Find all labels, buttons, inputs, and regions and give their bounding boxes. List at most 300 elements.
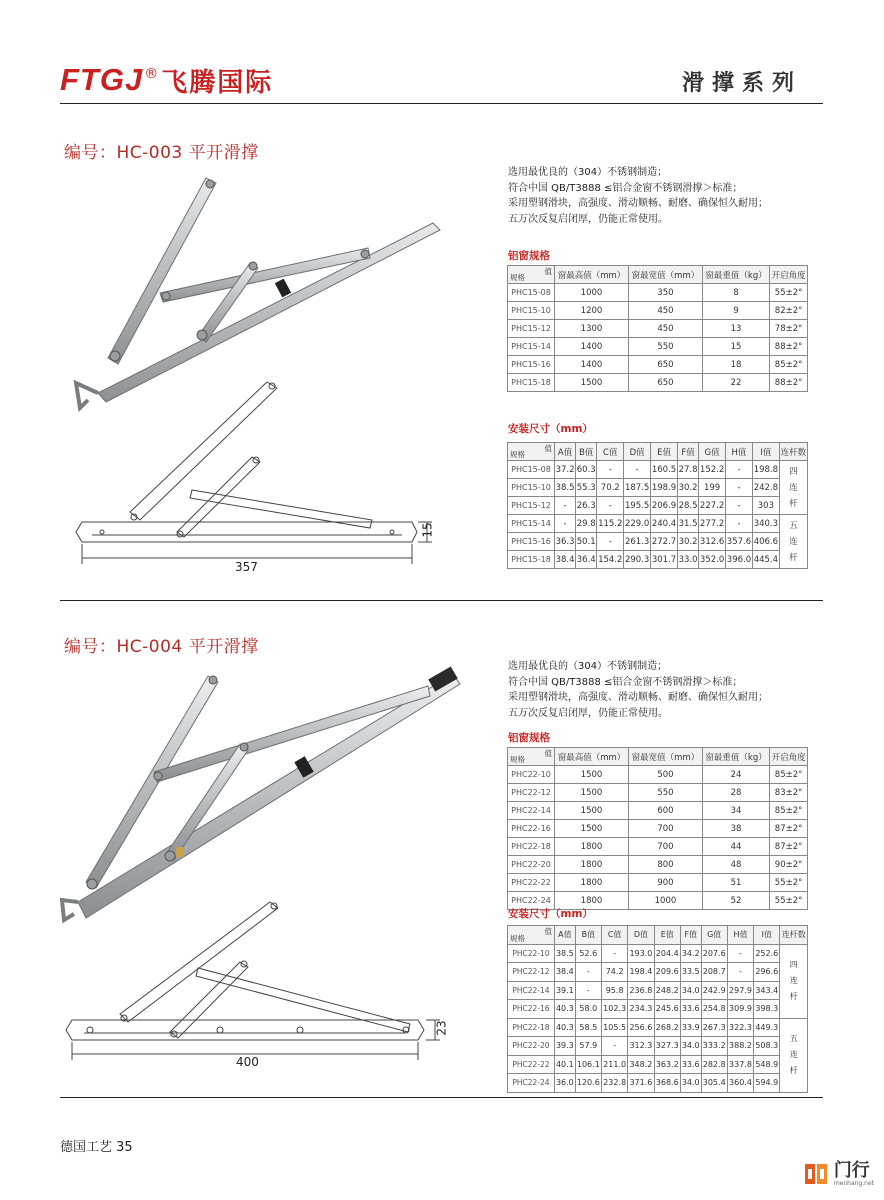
links-count-cell (779, 515, 807, 569)
table-cell: 240.4 (651, 515, 678, 533)
table-cell: 51 (702, 874, 769, 892)
table-cell: 267.3 (701, 1018, 727, 1037)
product-description (508, 165, 768, 227)
table-cell: - (726, 479, 753, 497)
table-cell: 36.3 (555, 533, 576, 551)
dimension-height: 23 (434, 1020, 449, 1036)
table-cell: 1200 (555, 302, 629, 320)
table-cell: 38.5 (555, 944, 576, 963)
table-cell: 34.0 (680, 1037, 701, 1056)
table-cell: 227.2 (699, 497, 726, 515)
table-cell: 88±2° (770, 374, 808, 392)
brand-cn: 飞腾国际 (161, 67, 274, 98)
table-cell: 352.0 (699, 551, 726, 569)
corner-value-label: 值 (544, 927, 552, 936)
model-cell: PHC22-18 (508, 1018, 555, 1037)
table-cell: 36.0 (555, 1074, 576, 1093)
table-cell: 368.6 (654, 1074, 680, 1093)
column-header: D值 (628, 926, 654, 945)
links-count-char: 连 (789, 536, 798, 547)
column-header: 窗最宽值（mm） (628, 748, 702, 766)
table-cell: 38 (702, 820, 769, 838)
table-cell: - (726, 461, 753, 479)
table-cell: 207.6 (701, 944, 727, 963)
links-count-char: 杆 (789, 552, 798, 563)
table-row (508, 820, 808, 838)
table-cell: 34 (702, 802, 769, 820)
product-title: 编号：HC-003 平开滑撑 (64, 143, 259, 163)
model-cell: PHC15-18 (508, 374, 555, 392)
table-cell: 1800 (555, 856, 629, 874)
table-cell: 232.8 (601, 1074, 627, 1093)
table-cell: - (597, 497, 624, 515)
table-row (508, 856, 808, 874)
column-header: 连杆数 (780, 926, 808, 945)
table-cell: 74.2 (601, 963, 627, 982)
brand-en: FTGJ (60, 62, 144, 97)
watermark-url: menhang.net (833, 1179, 874, 1187)
column-header: 窗最重值（kg） (702, 266, 769, 284)
table-row (508, 944, 808, 963)
window-spec-table (507, 747, 808, 910)
table-cell: - (575, 981, 601, 1000)
table-cell: 40.3 (555, 1000, 576, 1019)
table-cell: 700 (628, 838, 702, 856)
column-header: 开启角度 (770, 266, 808, 284)
table-cell: 282.8 (701, 1055, 727, 1074)
table-cell: 371.6 (628, 1074, 654, 1093)
links-count-char: 连 (789, 1050, 798, 1059)
watermark-text: 门行 (833, 1159, 870, 1181)
column-header: E值 (654, 926, 680, 945)
table-header-row (508, 443, 808, 461)
table-cell: 206.9 (651, 497, 678, 515)
table-cell: 449.3 (754, 1018, 780, 1037)
column-header: 窗最高值（mm） (555, 748, 629, 766)
description-line: 五万次反复启闭厚，仍能正常使用。 (508, 213, 668, 225)
table-cell: 40.1 (555, 1055, 576, 1074)
table-cell: 1500 (555, 766, 629, 784)
table-cell: 18 (702, 356, 769, 374)
table-cell: 31.5 (677, 515, 698, 533)
corner-cell (508, 443, 555, 461)
table-cell: 198.4 (628, 963, 654, 982)
install-body (508, 944, 808, 1092)
column-header: E值 (651, 443, 678, 461)
table-cell: 57.9 (575, 1037, 601, 1056)
table-cell: 1400 (555, 338, 629, 356)
table-cell: 309.9 (727, 1000, 753, 1019)
table-cell: 38.4 (555, 551, 576, 569)
table-cell: 337.8 (727, 1055, 753, 1074)
table-cell: - (726, 497, 753, 515)
registered-mark: ® (144, 66, 159, 82)
links-count-char: 四 (789, 466, 798, 477)
corner-value-label: 值 (544, 749, 552, 758)
watermark-logo-icon (803, 1160, 831, 1188)
table-cell: 38.5 (555, 479, 576, 497)
install-table (507, 442, 808, 569)
table-cell: 55±2° (770, 284, 808, 302)
table-cell: 34.0 (680, 981, 701, 1000)
description-line: 采用塑钢滑块，高强度、滑动顺畅、耐磨、确保恒久耐用； (508, 692, 768, 703)
table-cell: 254.8 (701, 1000, 727, 1019)
table-cell: 83±2° (770, 784, 808, 802)
corner-spec-label: 规格 (510, 273, 525, 282)
model-cell: PHC22-18 (508, 838, 555, 856)
table-cell: 1500 (555, 374, 629, 392)
table-cell: 256.6 (628, 1018, 654, 1037)
column-header: I值 (754, 926, 780, 945)
links-count-char: 连 (789, 976, 798, 985)
table-cell: 252.6 (754, 944, 780, 963)
table-row (508, 374, 808, 392)
table-cell: 333.2 (701, 1037, 727, 1056)
section-divider (60, 600, 823, 601)
column-header: B值 (575, 926, 601, 945)
table-cell: 229.0 (624, 515, 651, 533)
technical-drawing-hc004 (60, 892, 460, 1067)
table-cell: 594.9 (754, 1074, 780, 1093)
table-header-row (508, 266, 808, 284)
table-cell: 242.8 (752, 479, 779, 497)
table-cell: 357.6 (726, 533, 753, 551)
table-cell: 50.1 (576, 533, 597, 551)
table-cell: 26.3 (576, 497, 597, 515)
table-cell: 30.2 (677, 479, 698, 497)
table-cell: - (601, 1037, 627, 1056)
dimension-height: 15 (420, 522, 435, 538)
table-row (508, 963, 808, 982)
table-cell: 198.8 (752, 461, 779, 479)
table-cell: 211.0 (601, 1055, 627, 1074)
watermark (803, 1160, 874, 1188)
table-cell: 268.2 (654, 1018, 680, 1037)
table-cell: 28.5 (677, 497, 698, 515)
model-cell: PHC15-14 (508, 338, 555, 356)
model-cell: PHC15-16 (508, 356, 555, 374)
table-cell: 650 (628, 356, 702, 374)
column-header: G值 (701, 926, 727, 945)
table-cell: 204.4 (654, 944, 680, 963)
table-cell: 290.3 (624, 551, 651, 569)
table-cell: 37.2 (555, 461, 576, 479)
table-cell: 102.3 (601, 1000, 627, 1019)
model-cell: PHC22-16 (508, 820, 555, 838)
table-row (508, 479, 808, 497)
product-description (508, 659, 768, 721)
links-count-char: 杆 (789, 1066, 798, 1075)
model-cell: PHC22-12 (508, 784, 555, 802)
table-cell: 350 (628, 284, 702, 302)
table-cell: - (726, 515, 753, 533)
table-cell: 88±2° (770, 338, 808, 356)
table-cell: 1500 (555, 820, 629, 838)
column-header: 开启角度 (770, 748, 808, 766)
table-cell: 305.4 (701, 1074, 727, 1093)
technical-drawing-hc003 (72, 372, 452, 577)
table-cell: 78±2° (770, 320, 808, 338)
table-cell: 33.6 (680, 1055, 701, 1074)
table-cell: 34.0 (680, 1074, 701, 1093)
table-cell: 261.3 (624, 533, 651, 551)
table-cell: - (601, 944, 627, 963)
table-cell: 40.3 (555, 1018, 576, 1037)
links-count-cell (780, 944, 808, 1018)
model-cell: PHC22-14 (508, 802, 555, 820)
table-cell: 193.0 (628, 944, 654, 963)
table-cell: 9 (702, 302, 769, 320)
table-cell: 85±2° (770, 766, 808, 784)
corner-value-label: 值 (544, 444, 552, 453)
brand-logo (60, 62, 273, 98)
table-cell: 322.3 (727, 1018, 753, 1037)
table-row (508, 766, 808, 784)
model-cell: PHC22-20 (508, 1037, 555, 1056)
table-cell: 82±2° (770, 302, 808, 320)
model-cell: PHC15-08 (508, 284, 555, 302)
table-cell: 363.2 (654, 1055, 680, 1074)
window-spec-title: 铝窗规格 (508, 732, 550, 744)
table-cell: 70.2 (597, 479, 624, 497)
table-cell: 600 (628, 802, 702, 820)
links-count-char: 五 (789, 520, 798, 531)
column-header: 连杆数 (779, 443, 807, 461)
corner-spec-label: 规格 (510, 933, 525, 943)
model-cell: PHC15-10 (508, 479, 555, 497)
table-cell: 48 (702, 856, 769, 874)
table-cell: 28 (702, 784, 769, 802)
table-row (508, 533, 808, 551)
table-row (508, 284, 808, 302)
table-cell: 406.6 (752, 533, 779, 551)
table-cell: 209.6 (654, 963, 680, 982)
table-cell: 38.4 (555, 963, 576, 982)
corner-cell (508, 748, 555, 766)
table-cell: 105.5 (601, 1018, 627, 1037)
table-cell: 90±2° (770, 856, 808, 874)
corner-spec-label: 规格 (510, 450, 525, 459)
table-cell: - (624, 461, 651, 479)
dimension-length: 400 (236, 1055, 259, 1069)
table-cell: 33.0 (677, 551, 698, 569)
table-row (508, 338, 808, 356)
model-cell: PHC22-20 (508, 856, 555, 874)
table-cell: 39.3 (555, 1037, 576, 1056)
table-cell: 303 (752, 497, 779, 515)
table-row (508, 1074, 808, 1093)
table-cell: 1800 (555, 838, 629, 856)
column-header: A值 (555, 926, 576, 945)
table-cell: 508.3 (754, 1037, 780, 1056)
table-row (508, 461, 808, 479)
table-cell: 360.4 (727, 1074, 753, 1093)
header-divider (60, 103, 823, 104)
table-cell: 297.9 (727, 981, 753, 1000)
column-header: H值 (726, 443, 753, 461)
description-line: 选用最优良的（304）不锈钢制造； (508, 167, 668, 178)
column-header: F值 (680, 926, 701, 945)
model-cell: PHC22-22 (508, 874, 555, 892)
table-cell: 154.2 (597, 551, 624, 569)
table-cell: - (597, 533, 624, 551)
section-divider (60, 1097, 823, 1098)
model-cell: PHC22-24 (508, 1074, 555, 1093)
table-cell: 388.2 (727, 1037, 753, 1056)
table-cell: 87±2° (770, 820, 808, 838)
window-spec-body (508, 284, 808, 392)
table-cell: 450 (628, 302, 702, 320)
table-cell: 548.9 (754, 1055, 780, 1074)
table-cell: 242.9 (701, 981, 727, 1000)
table-cell: 198.9 (651, 479, 678, 497)
table-cell: 700 (628, 820, 702, 838)
table-cell: 550 (628, 784, 702, 802)
table-row (508, 1018, 808, 1037)
links-count-cell (780, 1018, 808, 1092)
table-cell: 15 (702, 338, 769, 356)
table-cell: 340.3 (752, 515, 779, 533)
table-cell: 87±2° (770, 838, 808, 856)
table-cell: - (727, 944, 753, 963)
table-cell: 106.1 (575, 1055, 601, 1074)
table-cell: 199 (699, 479, 726, 497)
product-title: 编号：HC-004 平开滑撑 (64, 637, 259, 657)
links-count-char: 连 (789, 482, 798, 493)
column-header: C值 (597, 443, 624, 461)
model-cell: PHC15-12 (508, 320, 555, 338)
corner-value-label: 值 (544, 267, 552, 276)
table-cell: 500 (628, 766, 702, 784)
table-cell: 8 (702, 284, 769, 302)
links-count-char: 杆 (789, 498, 798, 509)
table-cell: 301.7 (651, 551, 678, 569)
model-cell: PHC15-16 (508, 533, 555, 551)
table-cell: 27.8 (677, 461, 698, 479)
table-cell: 120.6 (575, 1074, 601, 1093)
description-line: 符合中国 QB/T3888 ≤铝合金窗不锈钢滑撑＞标准； (508, 182, 743, 194)
table-cell: 55.3 (576, 479, 597, 497)
links-count-char: 四 (789, 960, 798, 969)
table-cell: 312.6 (699, 533, 726, 551)
table-row (508, 981, 808, 1000)
table-cell: 900 (628, 874, 702, 892)
table-row (508, 1000, 808, 1019)
table-cell: 550 (628, 338, 702, 356)
column-header: H值 (727, 926, 753, 945)
table-cell: 24 (702, 766, 769, 784)
table-cell: 39.1 (555, 981, 576, 1000)
table-cell: 29.8 (576, 515, 597, 533)
table-cell: 95.8 (601, 981, 627, 1000)
table-cell: 60.3 (576, 461, 597, 479)
table-cell: 44 (702, 838, 769, 856)
table-cell: 208.7 (701, 963, 727, 982)
table-cell: 160.5 (651, 461, 678, 479)
model-cell: PHC15-12 (508, 497, 555, 515)
model-cell: PHC22-12 (508, 963, 555, 982)
window-spec-body (508, 766, 808, 910)
table-cell: 195.5 (624, 497, 651, 515)
model-cell: PHC15-14 (508, 515, 555, 533)
table-cell: 800 (628, 856, 702, 874)
table-cell: 52 (702, 892, 769, 910)
table-cell: 296.6 (754, 963, 780, 982)
table-row (508, 784, 808, 802)
description-line: 采用塑钢滑块，高强度、滑动顺畅、耐磨、确保恒久耐用； (508, 198, 768, 209)
table-row (508, 497, 808, 515)
column-header: C值 (601, 926, 627, 945)
model-cell: PHC22-24 (508, 892, 555, 910)
table-cell: 1300 (555, 320, 629, 338)
column-header: 窗最宽值（mm） (628, 266, 702, 284)
table-header-row (508, 926, 808, 945)
column-header: G值 (699, 443, 726, 461)
table-cell: 272.7 (651, 533, 678, 551)
table-cell: 58.5 (575, 1018, 601, 1037)
table-cell: 1000 (628, 892, 702, 910)
model-cell: PHC22-10 (508, 766, 555, 784)
table-cell: 85±2° (770, 356, 808, 374)
table-row (508, 1055, 808, 1074)
table-cell: 396.0 (726, 551, 753, 569)
column-header: A值 (555, 443, 576, 461)
model-cell: PHC15-10 (508, 302, 555, 320)
table-row (508, 1037, 808, 1056)
table-cell: 22 (702, 374, 769, 392)
model-cell: PHC22-16 (508, 1000, 555, 1019)
table-cell: - (555, 515, 576, 533)
model-cell: PHC22-10 (508, 944, 555, 963)
table-cell: 58.0 (575, 1000, 601, 1019)
column-header: 窗最高值（mm） (555, 266, 629, 284)
table-cell: 234.3 (628, 1000, 654, 1019)
table-cell: 1000 (555, 284, 629, 302)
table-cell: 245.6 (654, 1000, 680, 1019)
description-line: 五万次反复启闭厚，仍能正常使用。 (508, 707, 668, 719)
dimension-length: 357 (235, 560, 258, 574)
install-title: 安装尺寸（mm） (508, 423, 593, 435)
column-header: F值 (677, 443, 698, 461)
table-cell: 36.4 (576, 551, 597, 569)
table-cell: 33.9 (680, 1018, 701, 1037)
table-cell: - (575, 963, 601, 982)
window-spec-title: 铝窗规格 (508, 250, 550, 262)
table-row (508, 551, 808, 569)
table-cell: 312.3 (628, 1037, 654, 1056)
table-cell: 327.3 (654, 1037, 680, 1056)
table-header-row (508, 748, 808, 766)
table-row (508, 874, 808, 892)
table-cell: 55±2° (770, 892, 808, 910)
column-header: 窗最重值（kg） (702, 748, 769, 766)
column-header: I值 (752, 443, 779, 461)
links-count-char: 五 (789, 1034, 798, 1043)
install-body (508, 461, 808, 569)
table-row (508, 356, 808, 374)
corner-cell (508, 926, 555, 945)
table-cell: 1500 (555, 802, 629, 820)
description-line: 选用最优良的（304）不锈钢制造； (508, 661, 668, 672)
model-cell: PHC15-08 (508, 461, 555, 479)
window-spec-table (507, 265, 808, 392)
table-cell: 115.2 (597, 515, 624, 533)
table-cell: 1800 (555, 892, 629, 910)
table-cell: 1800 (555, 874, 629, 892)
table-cell: 33.5 (680, 963, 701, 982)
table-cell: 152.2 (699, 461, 726, 479)
table-cell: 30.2 (677, 533, 698, 551)
